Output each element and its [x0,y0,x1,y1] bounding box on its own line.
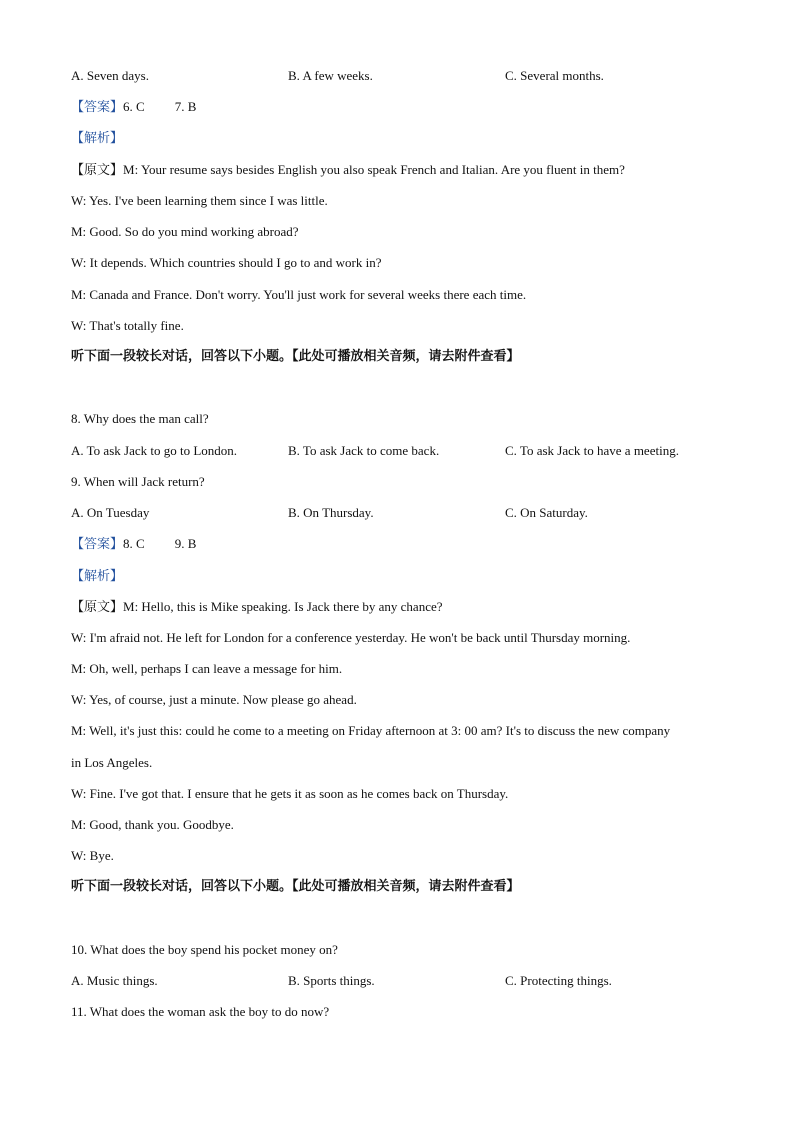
answer-value: 9. B [174,536,197,551]
option-b: B. On Thursday. [288,505,374,520]
q7-options [71,66,734,86]
transcript-line: M: Canada and France. Don't worry. You'll just work for several weeks there each time. [71,287,527,302]
transcript-line: M: Well, it's just this: could he come to a meeting on Friday afternoon at 3: 00 am? It's to discuss the new company [71,723,671,738]
transcript-line: M: Oh, well, perhaps I can leave a message for him. [71,661,343,676]
transcript-line: W: That's totally fine. [71,318,184,333]
transcript-text: M: Hello, this is Mike speaking. Is Jack there by any chance? [123,599,443,614]
transcript-line: W: Yes, of course, just a minute. Now please go ahead. [71,692,357,707]
question-8: 8. Why does the man call? [71,411,209,426]
q8-options [71,441,734,461]
transcript-line: W: It depends. Which countries should I go to and work in? [71,255,382,270]
option-c: C. Protecting things. [505,973,612,988]
answer-line [71,97,734,117]
transcript-line: W: Yes. I've been learning them since I was little. [71,193,328,208]
transcript-line: in Los Angeles. [71,755,153,770]
option-a: A. Seven days. [71,68,149,83]
q10-options [71,971,734,991]
option-a: A. On Tuesday [71,505,150,520]
q9-options [71,503,734,523]
analysis-tag: 【解析】 [71,131,124,146]
transcript-line: W: I'm afraid not. He left for London for a conference yesterday. He won't be back until Thursday morning. [71,630,631,645]
transcript-tag: 【原文】 [71,163,124,178]
transcript-line: W: Bye. [71,848,114,863]
answer-value: 8. C [123,536,145,551]
question-10: 10. What does the boy spend his pocket money on? [71,942,338,957]
option-b: B. To ask Jack to come back. [288,443,440,458]
transcript-tag: 【原文】 [71,600,124,615]
transcript-text: M: Your resume says besides English you also speak French and Italian. Are you fluent in them? [123,162,625,177]
analysis-heading [71,128,734,148]
question-11: 11. What does the woman ask the boy to do now? [71,1004,330,1019]
option-a: A. To ask Jack to go to London. [71,443,238,458]
option-a: A. Music things. [71,973,158,988]
answer-tag: 【答案】 [71,100,124,115]
option-c: C. On Saturday. [505,505,588,520]
answer-tag: 【答案】 [71,537,124,552]
section-instruction: 听下面一段较长对话，回答以下小题。【此处可播放相关音频，请去附件查看】 [71,879,520,894]
transcript-line: W: Fine. I've got that. I ensure that he gets it as soon as he comes back on Thursday. [71,786,509,801]
answer-value: 6. C [123,99,145,114]
answer-value: 7. B [174,99,197,114]
option-b: B. Sports things. [288,973,375,988]
question-9: 9. When will Jack return? [71,474,205,489]
transcript-line [71,160,734,180]
answer-line [71,534,734,554]
transcript-line: M: Good, thank you. Goodbye. [71,817,234,832]
transcript-line: M: Good. So do you mind working abroad? [71,224,299,239]
transcript-line [71,597,734,617]
option-c: C. To ask Jack to have a meeting. [505,443,679,458]
analysis-heading [71,566,734,586]
analysis-tag: 【解析】 [71,569,124,584]
option-c: C. Several months. [505,68,604,83]
section-instruction: 听下面一段较长对话，回答以下小题。【此处可播放相关音频，请去附件查看】 [71,349,520,364]
option-b: B. A few weeks. [288,68,373,83]
